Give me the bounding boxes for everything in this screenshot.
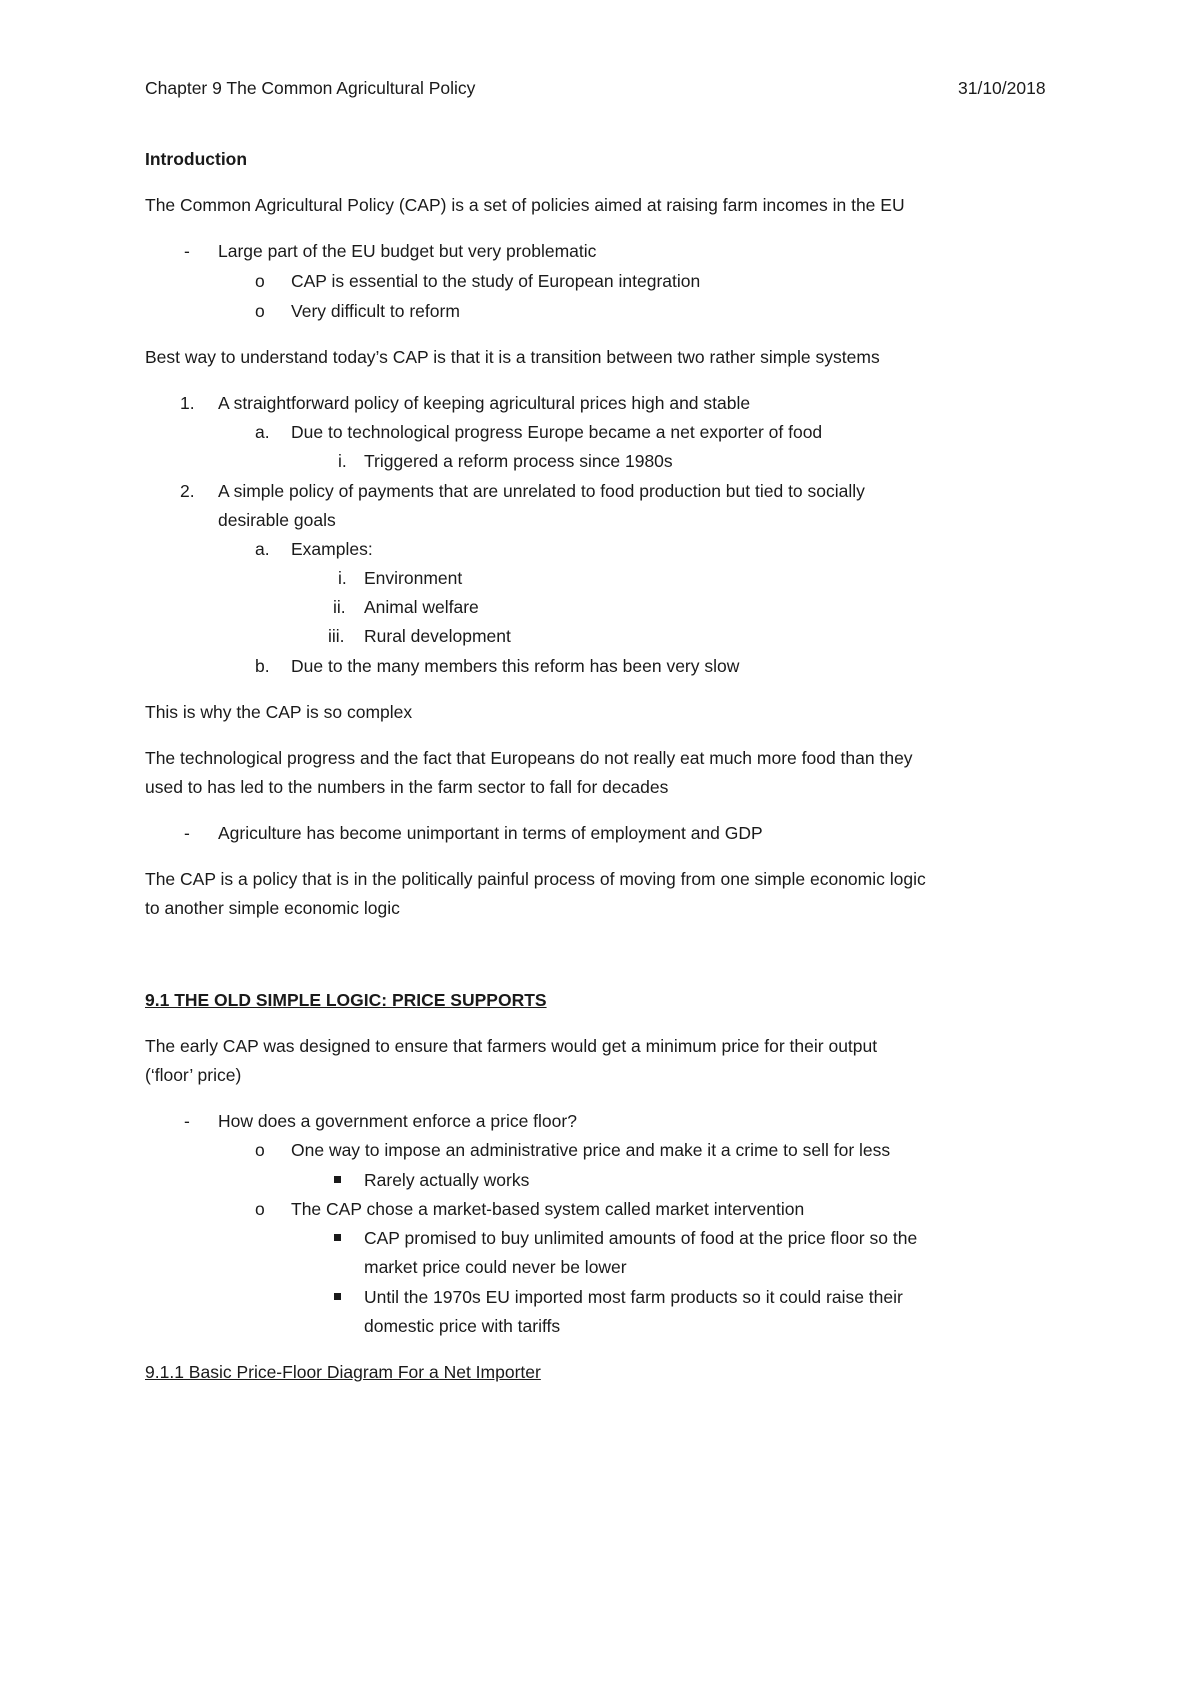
square-bullet-icon — [334, 1176, 341, 1183]
list-item-text: Rural development — [364, 626, 511, 646]
list-item-text: Triggered a reform process since 1980s — [364, 451, 673, 471]
list-roman: i. — [338, 451, 347, 471]
paragraph-continued: to another simple economic logic — [145, 898, 400, 918]
circle-bullet: o — [255, 271, 265, 291]
list-letter: a. — [255, 422, 270, 442]
list-roman: i. — [338, 568, 347, 588]
list-roman: ii. — [333, 597, 346, 617]
paragraph: The CAP is a policy that is in the politically painful process of moving from one simple economic logic — [145, 869, 926, 889]
list-number: 1. — [180, 393, 195, 413]
sub-bullet-text: The CAP chose a market-based system called market intervention — [291, 1199, 805, 1219]
bullet-text: Agriculture has become unimportant in terms of employment and GDP — [218, 823, 763, 843]
paragraph: The early CAP was designed to ensure that farmers would get a minimum price for their output — [145, 1036, 878, 1056]
list-item-text: Animal welfare — [364, 597, 479, 617]
sub-sub-bullet-text-continued: domestic price with tariffs — [364, 1316, 561, 1336]
paragraph: The technological progress and the fact that Europeans do not really eat much more food than they — [145, 748, 913, 768]
section-heading-introduction: Introduction — [145, 149, 248, 169]
list-letter: b. — [255, 656, 270, 676]
paragraph: Best way to understand today’s CAP is that it is a transition between two rather simple systems — [145, 347, 880, 367]
square-bullet-icon — [334, 1234, 341, 1241]
paragraph-continued: used to has led to the numbers in the farm sector to fall for decades — [145, 777, 669, 797]
subsection-heading-9-1-1: 9.1.1 Basic Price-Floor Diagram For a Net Importer — [145, 1362, 541, 1382]
list-roman: iii. — [328, 626, 345, 646]
sub-sub-bullet-text-continued: market price could never be lower — [364, 1257, 627, 1277]
list-item-text: Environment — [364, 568, 463, 588]
header-title: Chapter 9 The Common Agricultural Policy — [145, 78, 476, 98]
list-letter: a. — [255, 539, 270, 559]
paragraph: The Common Agricultural Policy (CAP) is a set of policies aimed at raising farm incomes in the EU — [145, 195, 905, 215]
dash-bullet: - — [184, 823, 190, 843]
sub-bullet-text: Very difficult to reform — [291, 301, 460, 321]
section-heading-9-1: 9.1 THE OLD SIMPLE LOGIC: PRICE SUPPORTS — [145, 990, 547, 1010]
list-item-text: Examples: — [291, 539, 373, 559]
header-date: 31/10/2018 — [958, 78, 1046, 98]
paragraph-continued: (‘floor’ price) — [145, 1065, 242, 1085]
sub-bullet-text: One way to impose an administrative price and make it a crime to sell for less — [291, 1140, 891, 1160]
circle-bullet: o — [255, 301, 265, 321]
circle-bullet: o — [255, 1199, 265, 1219]
circle-bullet: o — [255, 1140, 265, 1160]
sub-bullet-text: CAP is essential to the study of European integration — [291, 271, 701, 291]
bullet-text: Large part of the EU budget but very problematic — [218, 241, 597, 261]
bullet-text: How does a government enforce a price floor? — [218, 1111, 577, 1131]
list-number: 2. — [180, 481, 195, 501]
sub-sub-bullet-text: Until the 1970s EU imported most farm products so it could raise their — [364, 1287, 903, 1307]
paragraph: This is why the CAP is so complex — [145, 702, 413, 722]
sub-sub-bullet-text: Rarely actually works — [364, 1170, 530, 1190]
square-bullet-icon — [334, 1293, 341, 1300]
list-item-text-continued: desirable goals — [218, 510, 336, 530]
list-item-text: Due to technological progress Europe became a net exporter of food — [291, 422, 823, 442]
dash-bullet: - — [184, 241, 190, 261]
list-item-text: A simple policy of payments that are unrelated to food production but tied to socially — [218, 481, 865, 501]
dash-bullet: - — [184, 1111, 190, 1131]
list-item-text: Due to the many members this reform has been very slow — [291, 656, 740, 676]
list-item-text: A straightforward policy of keeping agricultural prices high and stable — [218, 393, 751, 413]
sub-sub-bullet-text: CAP promised to buy unlimited amounts of food at the price floor so the — [364, 1228, 918, 1248]
